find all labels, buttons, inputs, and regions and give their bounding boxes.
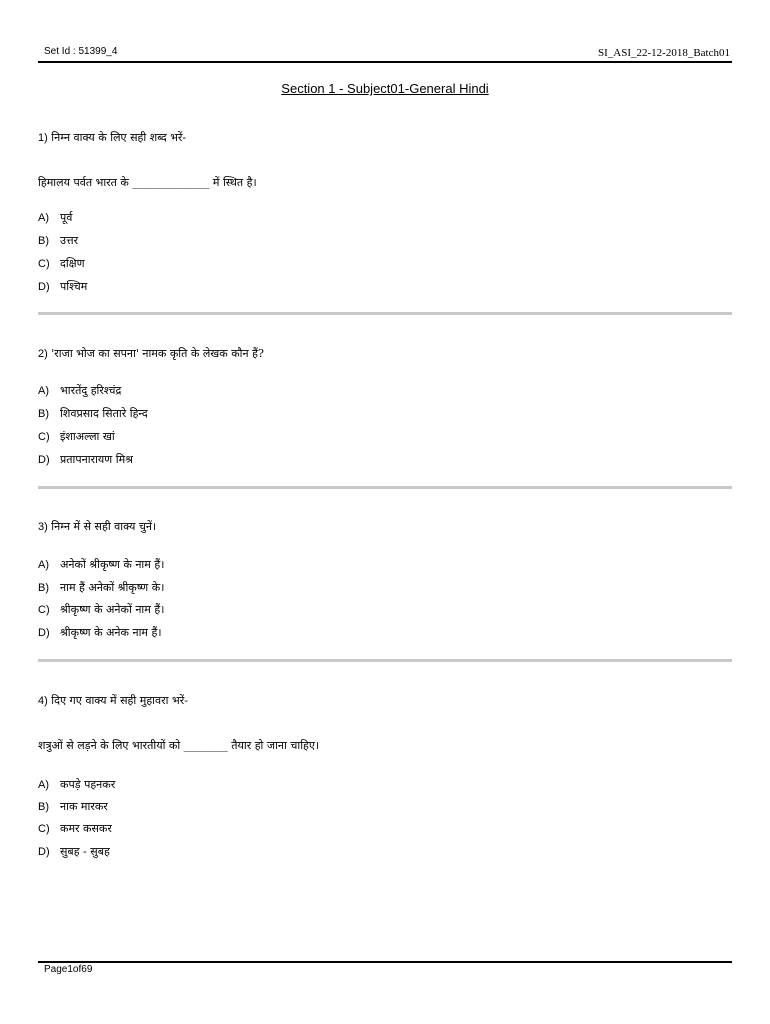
option-letter: A) — [38, 559, 49, 571]
question-number: 4) — [38, 695, 48, 707]
option-text: नाक मारकर — [60, 800, 108, 813]
option-text: कमर कसकर — [60, 822, 112, 835]
option-letter: B) — [38, 408, 49, 420]
question-number: 2) — [38, 348, 48, 360]
option-letter: A) — [38, 385, 49, 397]
option-b[interactable] — [38, 233, 78, 248]
option-text: पश्चिम — [60, 280, 88, 293]
option-text: कपड़े पहनकर — [60, 778, 116, 791]
option-letter: C) — [38, 823, 50, 835]
question-divider — [38, 659, 732, 662]
option-letter: B) — [38, 582, 49, 594]
question-text — [38, 346, 264, 361]
option-b[interactable] — [38, 580, 164, 595]
option-d[interactable] — [38, 625, 162, 640]
header-rule — [38, 61, 732, 63]
set-id: Set Id : 51399_4 — [44, 46, 118, 57]
question-1 — [38, 130, 732, 320]
option-text: उत्तर — [60, 234, 79, 247]
option-text: सुबह - सुबह — [60, 845, 110, 858]
batch-id: SI_ASI_22-12-2018_Batch01 — [598, 47, 730, 59]
question-text — [38, 519, 156, 534]
question-3 — [38, 519, 732, 669]
question-sentence: हिमालय पर्वत भारत के ______________ में स्थित है। — [38, 176, 257, 189]
question-number: 1) — [38, 132, 48, 144]
question-4 — [38, 693, 732, 863]
option-c[interactable] — [38, 429, 115, 444]
option-letter: B) — [38, 235, 49, 247]
option-a[interactable] — [38, 557, 164, 572]
option-a[interactable] — [38, 777, 115, 792]
question-prompt: 'राजा भोज का सपना' नामक कृति के लेखक कौन हैं? — [51, 347, 264, 360]
page-number: Page1of69 — [44, 964, 93, 975]
option-c[interactable] — [38, 256, 85, 271]
question-number: 3) — [38, 521, 48, 533]
option-letter: A) — [38, 779, 49, 791]
option-b[interactable] — [38, 799, 108, 814]
option-letter: D) — [38, 627, 50, 639]
option-letter: D) — [38, 281, 50, 293]
option-letter: C) — [38, 604, 50, 616]
question-prompt: दिए गए वाक्य में सही मुहावरा भरें- — [51, 694, 188, 707]
option-text: श्रीकृष्ण के अनेक नाम हैं। — [60, 626, 162, 639]
option-c[interactable] — [38, 602, 164, 617]
question-prompt: निम्न में से सही वाक्य चुनें। — [51, 520, 157, 533]
option-d[interactable] — [38, 844, 110, 859]
question-text — [38, 693, 188, 708]
section-title — [0, 81, 770, 96]
option-text: अनेकों श्रीकृष्ण के नाम हैं। — [60, 558, 165, 571]
option-a[interactable] — [38, 383, 121, 398]
option-c[interactable] — [38, 821, 112, 836]
option-text: प्रतापनारायण मिश्र — [60, 453, 133, 466]
footer-rule — [38, 961, 732, 963]
option-letter: C) — [38, 258, 50, 270]
option-text: शिवप्रसाद सितारे हिन्द — [60, 407, 148, 420]
option-text: पूर्व — [60, 211, 73, 224]
option-letter: C) — [38, 431, 50, 443]
option-d[interactable] — [38, 279, 87, 294]
option-b[interactable] — [38, 406, 148, 421]
option-letter: B) — [38, 801, 49, 813]
option-text: दक्षिण — [60, 257, 85, 270]
section-title-text: Section 1 - Subject01-General Hindi — [281, 81, 489, 96]
option-a[interactable] — [38, 210, 72, 225]
question-divider — [38, 486, 732, 489]
question-text — [38, 130, 186, 145]
option-text: इंशाअल्ला खां — [60, 430, 115, 443]
option-d[interactable] — [38, 452, 133, 467]
question-divider — [38, 312, 732, 315]
option-letter: D) — [38, 454, 50, 466]
option-text: भारतेंदु हरिश्चंद्र — [60, 384, 122, 397]
option-letter: A) — [38, 212, 49, 224]
option-letter: D) — [38, 846, 50, 858]
option-text: श्रीकृष्ण के अनेकों नाम हैं। — [60, 603, 165, 616]
question-prompt: निम्न वाक्य के लिए सही शब्द भरें- — [51, 131, 187, 144]
option-text: नाम हैं अनेकों श्रीकृष्ण के। — [60, 581, 165, 594]
question-sentence: शत्रुओं से लड़ने के लिए भारतीयों को ________ तैयार हो जाना चाहिए। — [38, 739, 320, 752]
question-2 — [38, 346, 732, 496]
